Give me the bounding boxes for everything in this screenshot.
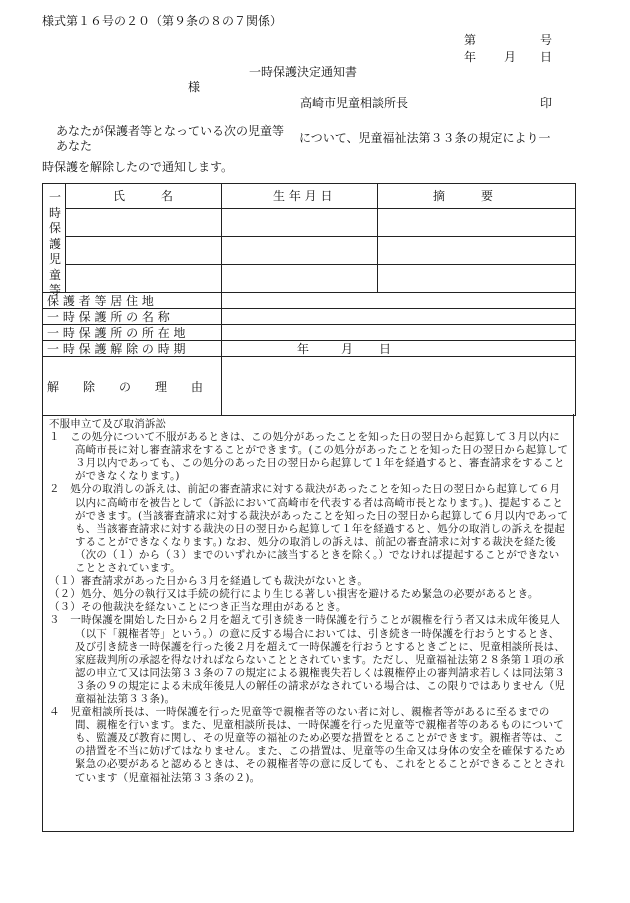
note-paragraph-3: ３ 一時保護を開始した日から２月を超えて引き続き一時保護を行うことが親権を行う者又は未成年後見人（以下「親権者等」という。）の意に反する場合においては、引き続き一時保護を行おうとするとき、及び引き続き一時保護を行った後２月を超えて一時保護を行おうとするときごとに、児童相談所長は、家庭裁判所の承認を得なければならないこととされています。ただし、児童福祉法第２８条第１項の承認の申立て又は同法第３３条の７の規定による親権喪失若しくは親権停止の審判請求若しくは同法第３３条の９の規定による未成年後見人の解任の請求がなされている場合は、この限りではありません（児童福祉法第３３条)。 (49, 614, 565, 705)
date-day-label: 日 (540, 50, 553, 64)
document-title: 一時保護決定通知書 (249, 65, 358, 79)
date-year-label: 年 (464, 50, 477, 64)
col-header-note: 摘 要 (433, 189, 494, 203)
date-month-label: 月 (504, 50, 517, 64)
row-label-guardian-address: 保 護 者 等 居 住 地 (47, 294, 154, 308)
release-year-label: 年 (297, 342, 310, 356)
row-label-facility-location: 一 時 保 護 所 の 所 在 地 (47, 326, 186, 340)
intro-text-a: あなたが保護者等となっている次の児童等 (56, 124, 285, 138)
note-paragraph-1: １ この処分について不服があるときは、この処分があったことを知った日の翌日から起算して３月以内に高崎市長に対し審査請求をすることができます。(この処分があったことを知った日の翌日から起算して３月以内であっても、この処分のあった日の翌日から起算して１年を経過すると、審査請求をすることができなくなります。) (49, 431, 569, 483)
issuer-name: 高崎市児童相談所長 (300, 96, 409, 110)
note-paragraph-2: ２ 処分の取消しの訴えは、前記の審査請求に対する裁決があったことを知った日の翌日から起算して６月以内に高崎市を被告として（訴訟において高崎市を代表する者は高崎市長となります。)、提起することができます。(当該審査請求に対する裁決があったことを知った日の翌日から起算して６月以内であっても、当該審査請求に対する裁決の日の翌日から起算して１年を経過すると、処分の取消しの訴えを提起することができなくなります。) なお、処分の取消しの訴えは、前記の審査請求に対する裁決を経た後（次の（１）から（３）までのいずれかに該当するときを除く。）でなければ提起することができないこととされています。 (49, 483, 569, 575)
notes-heading: 不服申立て及び取消訴訟 (49, 418, 167, 430)
row-label-facility-name: 一 時 保 護 所 の 名 称 (47, 310, 170, 324)
form-code: 様式第１６号の２０（第９条の８の７関係） (42, 14, 283, 28)
note-sub-item-1: （１）審査請求があった日から３月を経過しても裁決がないとき。 (49, 575, 368, 588)
intro-text-line2: 時保護を解除したので通知します。 (42, 160, 234, 174)
child-info-table (42, 183, 576, 416)
row-label-release-date: 一 時 保 護 解 除 の 時 期 (47, 342, 186, 356)
release-day-label: 日 (379, 342, 392, 356)
side-label-children: 一時保護児童等 (48, 190, 61, 297)
number-label-dai: 第 (464, 33, 477, 47)
number-label-go: 号 (540, 33, 553, 47)
intro-text-b: あなた (56, 139, 93, 153)
col-header-name: 氏 名 (113, 189, 174, 203)
release-month-label: 月 (341, 342, 354, 356)
col-header-dob: 生 年 月 日 (273, 189, 333, 203)
intro-text-c: について、児童福祉法第３３条の規定により一 (299, 131, 551, 145)
row-label-release-reason: 解 除 の 理 由 (47, 380, 204, 394)
appeal-notes-box (42, 414, 574, 832)
note-sub-item-3: （３）その他裁決を経ないことにつき正当な理由があるとき。 (49, 601, 347, 614)
seal-mark: 印 (540, 96, 553, 110)
note-paragraph-4: ４ 児童相談所長は、一時保護を行った児童等で親権者等のない者に対し、親権者等があるに至るまでの間、親権を行います。また、児童相談所長は、一時保護を行った児童等で親権者等のあるものについても、監護及び教育に関し、その児童等の福祉のため必要な措置をとることができます。親権者等は、この措置を不当に妨げてはなりません。また、この措置は、児童等の生命又は身体の安全を確保するため緊急の必要があると認めるときは、その親権者等の意に反しても、これをとることができることとされています（児童福祉法第３３条の２)。 (49, 706, 566, 784)
note-sub-item-2: （２）処分、処分の執行又は手続の続行により生じる著しい損害を避けるため緊急の必要があるとき。 (49, 588, 539, 601)
addressee-suffix: 様 (188, 80, 201, 94)
